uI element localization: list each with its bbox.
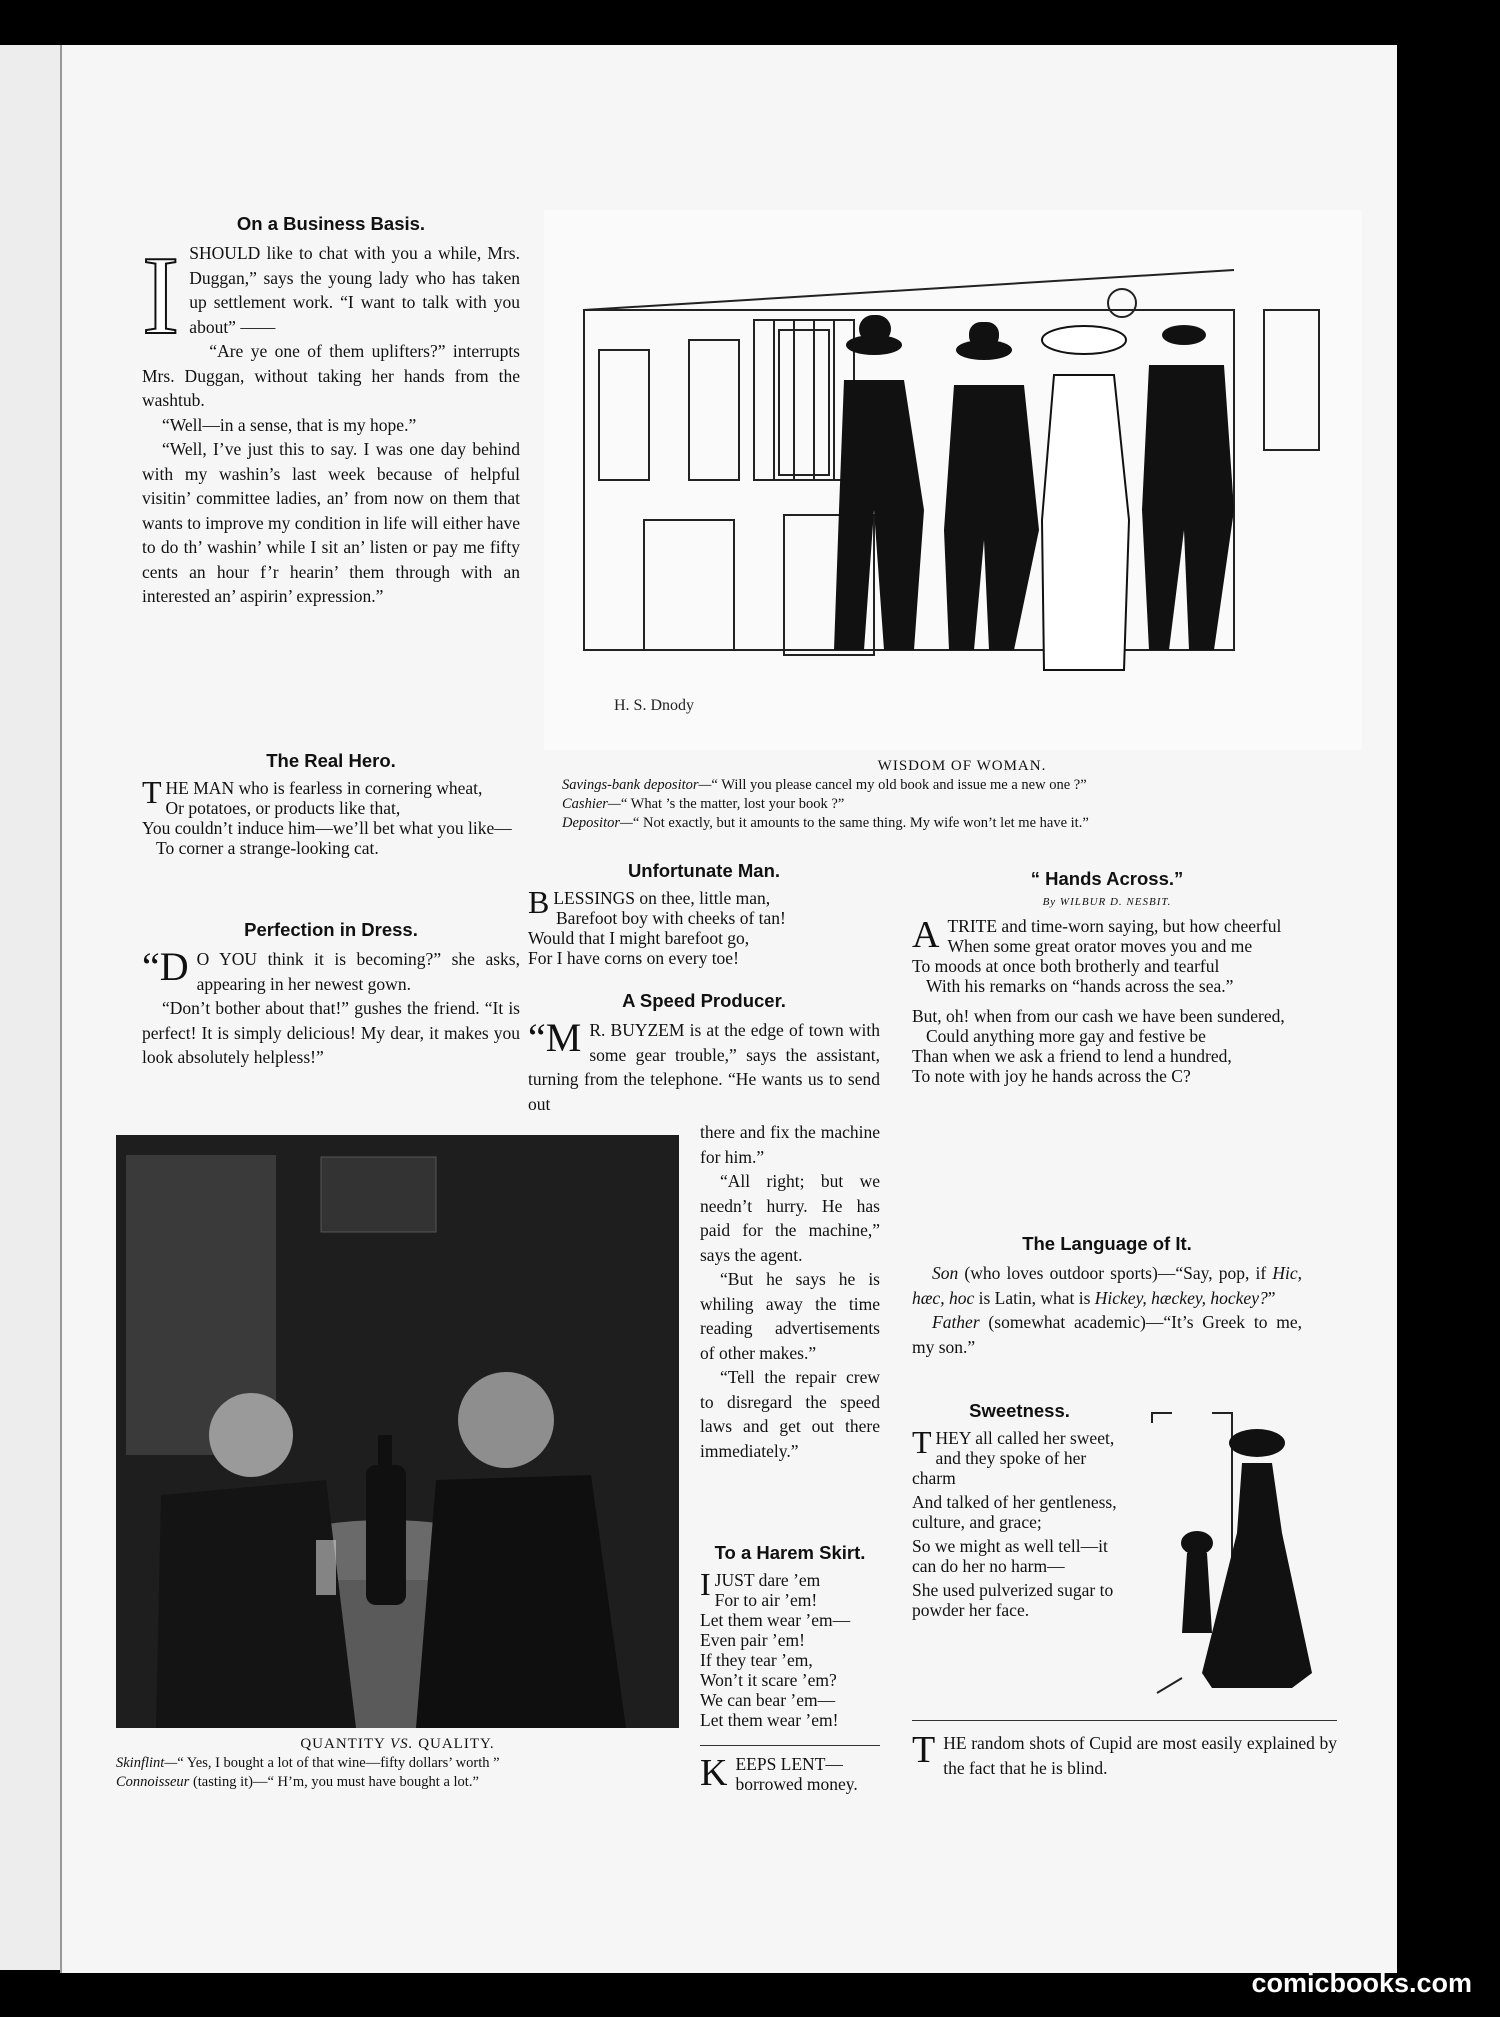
verse-line: HE MAN who is fearless in cornering wheat,: [165, 778, 483, 798]
article-paragraph: Father (somewhat academic)—“It’s Greek to me, my son.”: [912, 1312, 1302, 1357]
verse-line: LESSINGS on thee, little man,: [553, 888, 771, 908]
verse-line: Won’t it scare ’em?: [700, 1670, 837, 1690]
verse-line: She used pulverized sugar to powder her face.: [912, 1580, 1114, 1620]
drop-cap: A: [912, 914, 940, 956]
poem-sweetness: [912, 1400, 1127, 1620]
verse-line: With his remarks on “hands across the sea.”: [926, 976, 1234, 996]
article-language: [912, 1233, 1302, 1359]
verse-line: Let them wear ’em!: [700, 1710, 839, 1730]
article-paragraph: “Tell the repair crew to disregard the speed laws and get out there immediately.”: [700, 1367, 880, 1461]
drop-cap: “M: [528, 1015, 582, 1060]
verse-line: Let them wear ’em—: [700, 1610, 851, 1630]
article-speed-producer-cont: [700, 1120, 880, 1463]
caption-title: WISDOM OF WOMAN.: [877, 758, 1047, 774]
article-paragraph: “Well, I’ve just this to say. I was one day behind with my washin’s last week because of helpful visitin’ committee ladies, an’ from now on them that wants to improve my condition in life will either have to do th’ washin’ while I sit an’ listen or pay me fifty cents an hour f’r hearin’ them through with an interested an’ aspirin’ expression.”: [142, 439, 520, 606]
article-paragraph: Son (who loves outdoor sports)—“Say, pop, if Hic, hæc, hoc is Latin, what is Hickey, hæckey, hockey?”: [912, 1263, 1302, 1308]
drop-cap: “D: [142, 944, 189, 989]
poem-real-hero: [142, 750, 520, 858]
verse-line: borrowed money.: [735, 1774, 858, 1794]
article-paragraph: “Well—in a sense, that is my hope.”: [162, 414, 417, 435]
drop-cap: T: [912, 1729, 936, 1771]
verse-line: Would that I might barefoot go,: [528, 928, 750, 948]
verse-line: JUST dare ’em: [714, 1570, 821, 1590]
article-paragraph: there and fix the machine for him.”: [700, 1122, 880, 1167]
caption-line: Savings-bank depositor—“ Will you please cancel my old book and issue me a new one ?”: [562, 777, 1087, 793]
drop-cap: K: [700, 1752, 728, 1794]
magazine-page: [60, 45, 1397, 1973]
wisdom-caption: [562, 757, 1362, 833]
keeps-lent-joke: [700, 1745, 880, 1794]
verse-line: If they tear ’em,: [700, 1650, 813, 1670]
woman-illustration: [1142, 1403, 1352, 1703]
article-speed-producer: [528, 990, 880, 1116]
poem-title: “ Hands Across.”: [1030, 868, 1184, 889]
article-title: On a Business Basis.: [236, 213, 426, 234]
poem-harem-skirt: [700, 1542, 880, 1730]
author-byline: By WILBUR D. NESBIT.: [1042, 896, 1172, 908]
quantity-quality-photo: [116, 1135, 679, 1728]
verse-line: But, oh! when from our cash we have been sundered,: [912, 1006, 1285, 1026]
verse-line: Than when we ask a friend to lend a hundred,: [912, 1046, 1232, 1066]
verse-line: And talked of her gentleness, culture, and grace;: [912, 1492, 1117, 1532]
article-title: Perfection in Dress.: [244, 919, 418, 940]
article-title: The Language of It.: [1022, 1233, 1192, 1254]
poem-title: Unfortunate Man.: [627, 860, 781, 881]
article-paragraph: “Are ye one of them uplifters?” interrupts Mrs. Duggan, without taking her hands from the washtub.: [142, 341, 520, 410]
article-paragraph: O YOU think it is becoming?” she asks, appearing in her newest gown.: [196, 949, 520, 994]
artist-signature: H. S. Dnody: [614, 697, 695, 714]
cupid-joke: [912, 1720, 1337, 1780]
verse-line: EEPS LENT—: [735, 1754, 843, 1774]
verse-line: TRITE and time-worn saying, but how cheerful: [947, 916, 1282, 936]
verse-line: To corner a strange-looking cat.: [156, 838, 379, 858]
article-paragraph: HE random shots of Cupid are most easily explained by the fact that he is blind.: [943, 1733, 1337, 1778]
article-paragraph: “All right; but we needn’t hurry. He has paid for the machine,” says the agent.: [700, 1171, 880, 1265]
verse-line: To moods at once both brotherly and tearful: [912, 956, 1220, 976]
drop-cap: B: [528, 884, 550, 920]
article-title: A Speed Producer.: [622, 990, 786, 1011]
verse-line: You couldn’t induce him—we’ll bet what you like—: [142, 818, 512, 838]
poem-title: Sweetness.: [969, 1400, 1070, 1421]
caption-line: Depositor—“ Not exactly, but it amounts to the same thing. My wife won’t let me have it.”: [562, 815, 1089, 831]
poem-unfortunate-man: [528, 860, 880, 968]
article-perfection: [142, 919, 520, 1070]
verse-line: So we might as well tell—it can do her no harm—: [912, 1536, 1108, 1576]
poem-title: The Real Hero.: [266, 750, 396, 771]
woman-drawing: [1142, 1403, 1352, 1703]
verse-line: Could anything more gay and festive be: [926, 1026, 1206, 1046]
article-paragraph: R. BUYZEM is at the edge of town with some gear trouble,” says the assistant, turning from the telephone. “He wants us to send out: [528, 1020, 880, 1114]
caption-line: Skinflint—“ Yes, I bought a lot of that wine—fifty dollars’ worth ”: [116, 1755, 500, 1771]
drop-cap: T: [912, 1424, 932, 1460]
article-paragraph: “But he says he is whiling away the time reading advertisements of other makes.”: [700, 1269, 880, 1363]
article-paragraph: “Don’t bother about that!” gushes the friend. “It is perfect! It is simply delicious! My dear, it makes you look absolutely helpless!”: [142, 998, 520, 1067]
verse-line: Even pair ’em!: [700, 1630, 805, 1650]
caption-line: Cashier—“ What ’s the matter, lost your book ?”: [562, 796, 845, 812]
verse-line: We can bear ’em—: [700, 1690, 836, 1710]
verse-line: For to air ’em!: [714, 1590, 818, 1610]
bank-scene-drawing: [544, 210, 1362, 750]
verse-line: Or potatoes, or products like that,: [165, 798, 401, 818]
quantity-caption: [116, 1735, 679, 1792]
drop-cap: T: [142, 774, 162, 810]
caption-line: Connoisseur (tasting it)—“ H’m, you must have bought a lot.”: [116, 1774, 479, 1790]
article-paragraph: ISHOULD like to chat with you a while, Mrs. Duggan,” says the young lady who has taken up settlement work. “I want to talk with you about” ——: [142, 234, 520, 358]
drop-cap: I: [700, 1566, 711, 1602]
verse-line: When some great orator moves you and me: [947, 936, 1253, 956]
verse-line: Barefoot boy with cheeks of tan!: [556, 908, 786, 928]
verse-line: To note with joy he hands across the C?: [912, 1066, 1191, 1086]
verse-line: For I have corns on every toe!: [528, 948, 739, 968]
site-watermark: comicbooks.com: [1251, 1968, 1472, 1998]
drop-cap: I: [142, 234, 180, 358]
verse-line: HEY all called her sweet, and they spoke of her charm: [912, 1428, 1115, 1488]
bank-teller-illustration: [544, 210, 1362, 750]
article-business-basis: [142, 213, 520, 609]
wine-tasting-scene: [116, 1135, 679, 1728]
poem-hands-across: [912, 868, 1302, 1086]
caption-title: QUANTITY VS. QUALITY.: [300, 1736, 495, 1752]
poem-title: To a Harem Skirt.: [714, 1542, 866, 1563]
